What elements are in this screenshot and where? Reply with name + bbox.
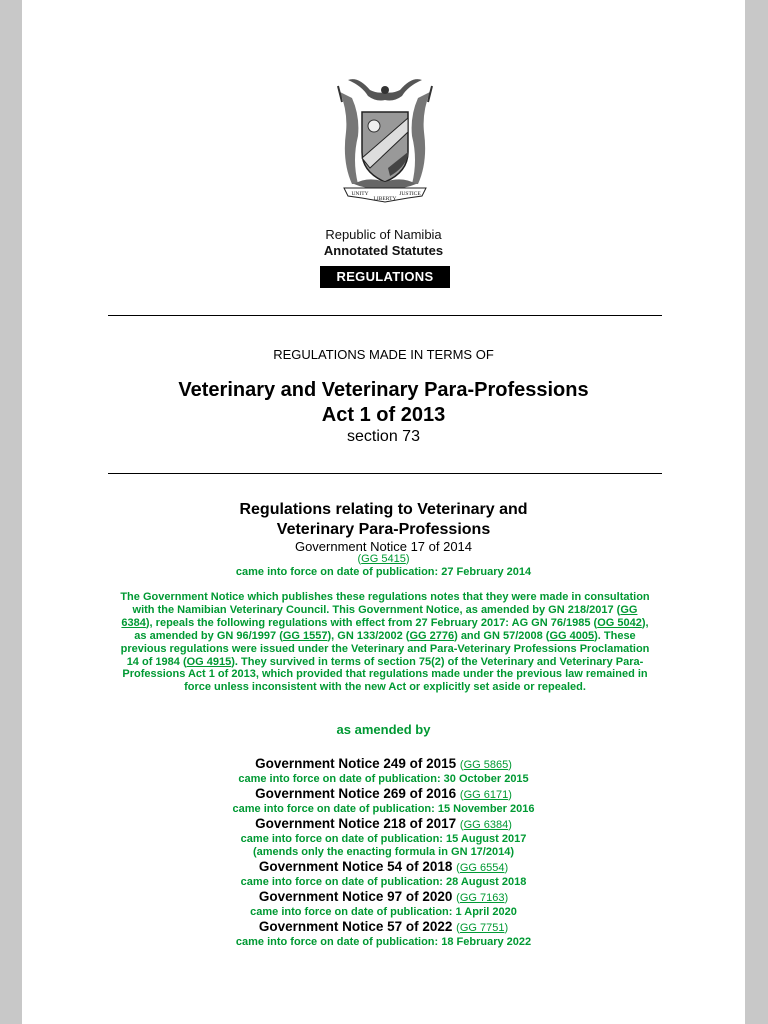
note-text: ). They survived in terms of section 75(2) of the Veterinary and Veterinary Para-Professions Act 1 of 2013, which provided that regulations made under the previous law remained in force unless inconsistent with the new Act or explicitly set aside or repealed. [122,655,648,694]
note-text: ). These previous regulations were issued under the Veterinary and Para-Veterinary Professions Proclamation 14 of 1984 ( [120,629,650,668]
annotated-statutes-label: Annotated Statutes [323,243,444,258]
gazette-close-paren: ) [405,553,410,565]
gazette-link[interactable]: GG 7163 [459,892,505,904]
amendment-commencement: came into force on date of publication: 18 February 2022 [235,936,532,948]
note-text: ), as amended by GN 96/1997 ( [134,616,649,642]
amendment-commencement: came into force on date of publication: 28 August 2018 [240,876,527,888]
gazette-link[interactable]: OG 5042 [597,616,642,629]
regulation-commencement: came into force on date of publication: 27 February 2014 [235,566,532,578]
amendment-item: Government Notice 269 of 2016 (GG 6171) came into force on date of publication: 15 November 2016 [22,786,745,816]
gazette-link[interactable]: GG 6171 [463,789,509,801]
act-section: section 73 [347,428,420,445]
act-title-line2: Act 1 of 2013 [321,404,446,426]
amendment-item: Government Notice 97 of 2020 (GG 7163) came into force on date of publication: 1 April 2020 [22,889,745,919]
gazette-link[interactable]: GG 5865 [463,759,509,771]
note-text: ), GN 133/2002 ( [327,629,410,642]
regulation-gazette [22,553,745,565]
amendment-notice: Government Notice 249 of 2015 [255,756,457,771]
republic-label: Republic of Namibia [325,227,442,242]
amendment-commencement: came into force on date of publication: 15 November 2016 [232,803,535,815]
gazette-link[interactable]: OG 4915 [186,655,232,668]
crest-motto-justice: JUSTICE [399,191,421,197]
regulations-badge: REGULATIONS [320,266,450,288]
act-title [22,378,745,428]
amendment-commencement: came into force on date of publication: 30 October 2015 [238,773,529,785]
regulation-title-line2: Veterinary Para-Professions [276,521,491,538]
coat-of-arms-emblem [318,72,452,208]
amendment-notice: Government Notice 97 of 2020 [258,889,453,904]
regulation-title-line1: Regulations relating to Veterinary and [239,501,528,518]
regulation-title [22,500,745,540]
gazette-link[interactable]: GG 4005 [549,629,595,642]
amendments-list [22,756,745,949]
amendment-item: Government Notice 54 of 2018 (GG 6554) came into force on date of publication: 28 August 2018 [22,859,745,889]
crest-motto-unity: UNITY [351,191,369,197]
act-title-line1: Veterinary and Veterinary Para-Professions [178,379,589,401]
gazette-link-5415[interactable]: GG 5415 [361,553,406,565]
divider-top [108,315,662,316]
amended-by-heading: as amended by [336,722,431,737]
gazette-link[interactable]: GG 6554 [459,862,505,874]
gazette-link[interactable]: GG 2776 [409,629,455,642]
gazette-link[interactable]: GG 1557 [282,629,328,642]
amendment-remark: (amends only the enacting formula in GN 17/2014) [252,846,514,858]
amendment-item: Government Notice 57 of 2022 (GG 7751) came into force on date of publication: 18 February 2022 [22,919,745,949]
divider-bottom [108,473,662,474]
crest-motto-liberty: LIBERTY [373,196,397,202]
regulation-notice: Government Notice 17 of 2014 [294,539,473,554]
amendment-item: Government Notice 249 of 2015 (GG 5865) came into force on date of publication: 30 October 2015 [22,756,745,786]
amendment-commencement: came into force on date of publication: 15 August 2017 [240,833,527,845]
document-page [22,0,745,1024]
note-text: ) and GN 57/2008 ( [454,629,550,642]
amendment-commencement: came into force on date of publication: 1 April 2020 [250,906,517,918]
amendment-notice: Government Notice 218 of 2017 [255,816,457,831]
note-text: ), repeals the following regulations with effect from 27 February 2017: AG GN 76/1985 ( [145,616,598,629]
amendment-notice: Government Notice 57 of 2022 [258,919,453,934]
gazette-link[interactable]: GG 6384 [463,819,509,831]
amendment-notice: Government Notice 269 of 2016 [255,786,457,801]
gazette-link[interactable]: GG 7751 [459,922,505,934]
amendment-item: Government Notice 218 of 2017 (GG 6384) came into force on date of publication: 15 August 2017 (amends only the enacting formula in GN 17/2014) [22,816,745,859]
editorial-note [118,591,652,694]
amendment-notice: Government Notice 54 of 2018 [258,859,453,874]
note-text: The Government Notice which publishes these regulations notes that they were made in consultation with the Namibian Veterinary Council. This Government Notice, as amended by GN 218/2017 ( [120,591,650,616]
made-in-terms-label: REGULATIONS MADE IN TERMS OF [273,347,494,362]
gazette-open-paren: ( [357,553,362,565]
gazette-link[interactable]: GG 6384 [121,603,638,629]
